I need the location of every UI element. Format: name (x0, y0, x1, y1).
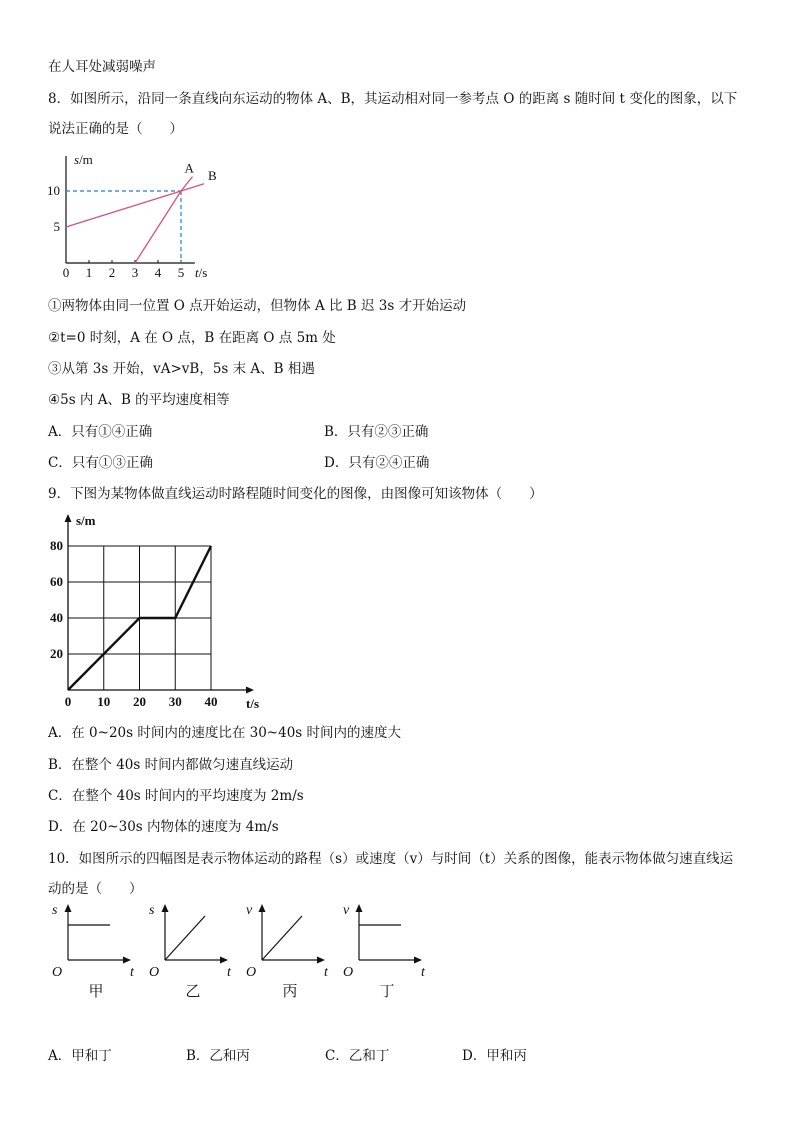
q9-option-a[interactable]: A．在 0~20s 时间内的速度比在 30~40s 时间内的速度大 (48, 725, 402, 741)
x-tick-label: 0 (64, 694, 72, 709)
q10-stem-line1: 10．如图所示的四幅图是表示物体运动的路程（s）或速度（v）与时间（t）关系的图像，能表示物体做匀速直线运 (48, 851, 734, 867)
graph-y-arrow (259, 904, 266, 912)
q9-option-d[interactable]: D．在 20~30s 内物体的速度为 4m/s (48, 819, 279, 835)
graph-y-label: v (343, 903, 350, 918)
q8-option-b[interactable]: B．只有②③正确 (324, 424, 429, 440)
graph-x-arrow (123, 957, 131, 964)
q8-stem-line1: 8．如图所示，沿同一条直线向东运动的物体 A、B，其运动相对同一参考点 O 的距离 s 随时间 t 变化的图象，以下 (48, 91, 738, 107)
x-tick-label: 4 (154, 265, 162, 280)
x-tick-label: 5 (177, 265, 185, 280)
y-tick-label: 10 (47, 183, 60, 198)
y-axis-arrow (65, 514, 72, 522)
q8-statement-4: ④5s 内 A、B 的平均速度相等 (48, 392, 230, 408)
series-label-A: A (184, 160, 194, 176)
graph-caption: 丙 (282, 984, 298, 1000)
graph-y-label: v (246, 903, 253, 918)
y-tick-label: 80 (50, 538, 63, 553)
x-tick-label: 10 (97, 694, 111, 709)
y-tick-label: 5 (53, 219, 60, 234)
series-label-B: B (208, 167, 217, 183)
x-tick-label: 40 (204, 694, 218, 709)
q8-option-d[interactable]: D．只有②④正确 (324, 455, 430, 471)
x-axis-arrow (246, 687, 254, 694)
graph-x-arrow (414, 957, 422, 964)
y-axis-label: s/m (74, 152, 93, 167)
x-axis-label: t/s (195, 265, 208, 280)
x-tick-label: 0 (62, 265, 70, 280)
previous-question-tail: 在人耳处减弱噪声 (48, 59, 156, 75)
graph-line-diagonal (262, 916, 302, 960)
q8-stem-line2: 说法正确的是（ ） (48, 121, 183, 137)
graph-caption: 乙 (185, 984, 201, 1000)
q10-option-c[interactable]: C．乙和丁 (325, 1048, 390, 1064)
graph-x-label: t (227, 965, 231, 980)
series-line-B (66, 184, 204, 227)
y-tick-label: 60 (50, 574, 63, 589)
graph-y-label: s (52, 903, 58, 918)
graph-x-label: t (421, 965, 425, 980)
q9-stem: 9．下图为某物体做直线运动时路程随时间变化的图像，由图像可知该物体（ ） (48, 486, 543, 502)
graph-origin-label: O (343, 965, 354, 980)
graph-y-arrow (162, 904, 169, 912)
x-tick-label: 30 (168, 694, 182, 709)
x-tick-label: 1 (85, 265, 93, 280)
q9-option-c[interactable]: C．在整个 40s 时间内的平均速度为 2m/s (48, 788, 304, 804)
graph-x-arrow (220, 957, 228, 964)
graph-x-label: t (324, 965, 328, 980)
graph-origin-label: O (52, 965, 63, 980)
q8-statement-1: ①两物体由同一位置 O 点开始运动，但物体 A 比 B 迟 3s 才开始运动 (48, 298, 467, 314)
q10-stem-line2: 动的是（ ） (48, 881, 143, 897)
graph-y-label: s (149, 903, 155, 918)
y-tick-label: 40 (50, 610, 63, 625)
q8-option-a[interactable]: A．只有①④正确 (48, 424, 153, 440)
q8-statement-2: ②t=0 时刻，A 在 O 点，B 在距离 O 点 5m 处 (48, 330, 336, 346)
x-axis-label: t/s (246, 696, 259, 711)
q10-option-d[interactable]: D．甲和丙 (462, 1048, 527, 1064)
x-tick-label: 20 (133, 694, 146, 709)
y-tick-label: 20 (50, 646, 63, 661)
q10-option-a[interactable]: A．甲和丁 (48, 1048, 112, 1064)
graph-origin-label: O (149, 965, 160, 980)
graph-x-arrow (317, 957, 325, 964)
graph-caption: 甲 (88, 984, 104, 1000)
graph-y-arrow (65, 904, 72, 912)
x-tick-label: 3 (131, 265, 139, 280)
q8-option-c[interactable]: C．只有①③正确 (48, 455, 153, 471)
q9-chart (40, 510, 280, 710)
q8-chart (40, 148, 240, 283)
q10-option-b[interactable]: B．乙和丙 (186, 1048, 250, 1064)
x-tick-label: 2 (108, 265, 116, 280)
graph-origin-label: O (246, 965, 257, 980)
q10-graphs (40, 898, 460, 1008)
graph-x-label: t (130, 965, 134, 980)
graph-line-diagonal (165, 916, 205, 960)
graph-y-arrow (356, 904, 363, 912)
graph-caption: 丁 (379, 984, 395, 1000)
q9-option-b[interactable]: B．在整个 40s 时间内都做匀速直线运动 (48, 757, 294, 773)
q8-statement-3: ③从第 3s 开始，vA>vB，5s 末 A、B 相遇 (48, 361, 315, 377)
y-axis-label: s/m (76, 513, 96, 528)
